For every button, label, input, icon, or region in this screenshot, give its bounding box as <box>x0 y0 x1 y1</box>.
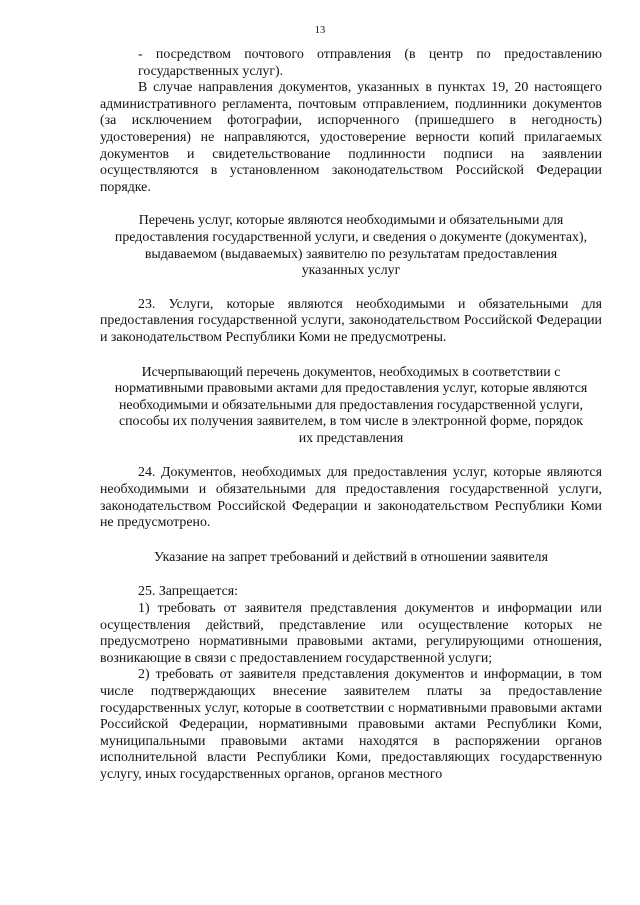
spacer <box>100 280 602 297</box>
paragraph-postal-case: В случае направления документов, указанных в пунктах 19, 20 настоящего административного регламента, почтовым отправлением, подлинники документов (за исключением фотографии, испорченного (пришедшего в негодность) удостоверения) не направляются, удостоверение верности копий прилагаемых документов и свидетельствование подлинности подписи на заявлении осуществляются в установленном законодательством Российской Федерации порядке. <box>100 80 602 195</box>
spacer <box>100 566 602 584</box>
page-number: 13 <box>314 25 326 36</box>
paragraph-25: 25. Запрещается: <box>138 584 239 600</box>
paragraph-25-item-1: 1) требовать от заявителя представления документов и информации или осуществления действий, представление или осуществление которых не предусмотрено нормативными правовыми актами, регулирующими отношения, возникающие в связи с предоставлением государственной услуги; <box>100 601 602 666</box>
spacer <box>100 447 602 465</box>
heading-prohibitions: Указание на запрет требований и действий в отношении заявителя <box>154 549 548 565</box>
heading-documents-list: Исчерпывающий перечень документов, необходимых в соответствии с нормативными правовыми актами для предоставления услуг, которые являются необходимыми и обязательными для предоставления государственной услуги, способы их получения заявителем, в том числе в электронной форме, порядок их представления <box>114 364 588 446</box>
paragraph-postal: - посредством почтового отправления (в центр по предоставлению государственных услуг). <box>138 47 602 79</box>
heading-required-services: Перечень услуг, которые являются необходимыми и обязательными для предоставления государственной услуги, и сведения о документе (документах), выдаваемом (выдаваемых) заявителю по результатам предоставления указанных услуг <box>114 213 588 279</box>
spacer <box>100 196 602 213</box>
document-body <box>100 47 602 784</box>
paragraph-23: 23. Услуги, которые являются необходимыми и обязательными для предоставления государственной услуги, законодательством Российской Федерации и законодательством Республики Коми не предусмотрены. <box>100 296 602 345</box>
paragraph-25-item-2: 2) требовать от заявителя представления документов и информации, в том числе подтверждающих внесение заявителем платы за предоставление государственных услуг, которые в соответствии с нормативными правовыми актами Российской Федерации, нормативными правовыми актами Республики Коми, муниципальными правовыми актами находятся в распоряжении органов исполнительной власти Республики Коми, предоставляющих государственную услугу, иных государственных органов, органов местного <box>100 667 602 782</box>
spacer <box>100 532 602 550</box>
spacer <box>100 347 602 365</box>
paragraph-24: 24. Документов, необходимых для предоставления услуг, которые являются необходимыми и обязательными для предоставления государственной услуги, законодательством Российской Федерации и законодательством Республики Коми не предусмотрено. <box>100 465 602 531</box>
